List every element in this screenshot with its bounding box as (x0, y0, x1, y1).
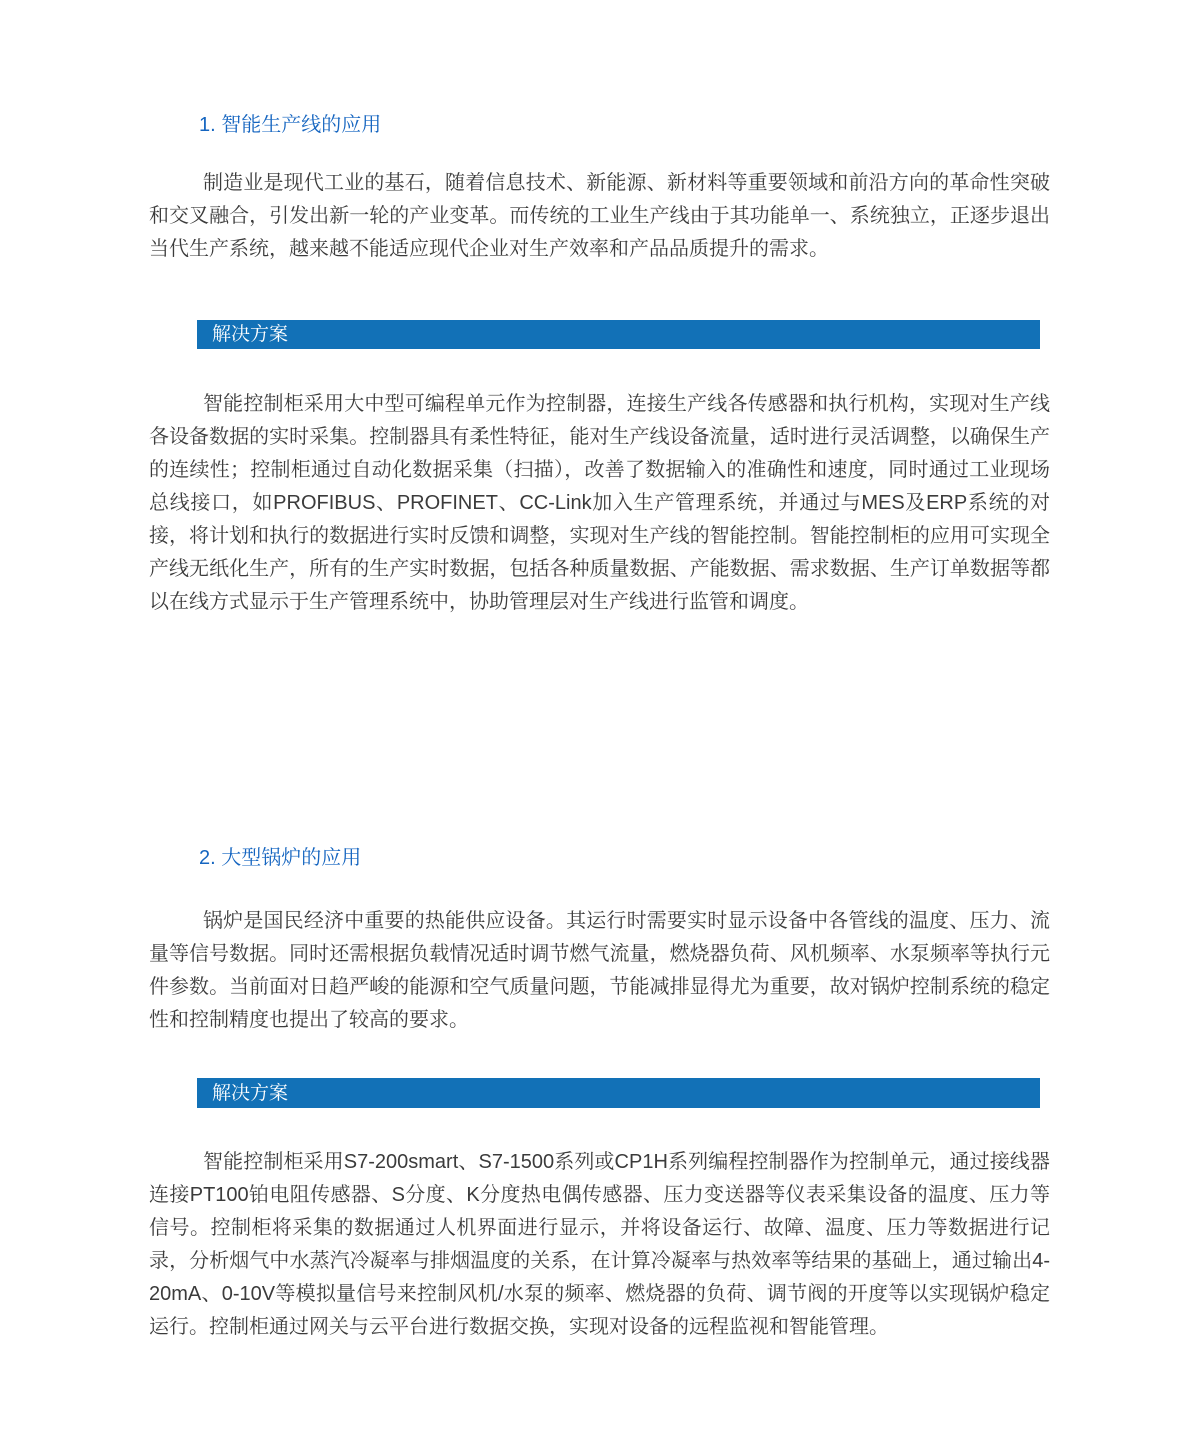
section-1-intro-paragraph: 制造业是现代工业的基石，随着信息技术、新能源、新材料等重要领域和前沿方向的革命性突破和交叉融合，引发出新一轮的产业变革。而传统的工业生产线由于其功能单一、系统独立，正逐步退出当代生产系统，越来越不能适应现代企业对生产效率和产品品质提升的需求。 (149, 172, 1050, 260)
section-1-solution-banner-label: 解决方案 (212, 324, 289, 345)
section-2-solution-banner-label: 解决方案 (212, 1082, 289, 1104)
section-1-solution-banner (197, 320, 1040, 349)
section-1-heading: 1. 智能生产线的应用 (199, 114, 382, 136)
section-1-solution-paragraph: 智能控制柜采用大中型可编程单元作为控制器，连接生产线各传感器和执行机构，实现对生产线各设备数据的实时采集。控制器具有柔性特征，能对生产线设备流量，适时进行灵活调整，以确保生产的连续性；控制柜通过自动化数据采集（扫描），改善了数据输入的准确性和速度，同时通过工业现场总线接口，如PROFIBUS、PROFINET、CC-Link加入生产管理系统，并通过与MES及ERP系统的对接，将计划和执行的数据进行实时反馈和调整，实现对生产线的智能控制。智能控制柜的应用可实现全产线无纸化生产，所有的生产实时数据，包括各种质量数据、产能数据、需求数据、生产订单数据等都以在线方式显示于生产管理系统中，协助管理层对生产线进行监管和调度。 (149, 393, 1050, 613)
section-2-solution-paragraph: 智能控制柜采用S7-200smart、S7-1500系列或CP1H系列编程控制器作为控制单元，通过接线器连接PT100铂电阻传感器、S分度、K分度热电偶传感器、压力变送器等仪表采集设备的温度、压力等信号。控制柜将采集的数据通过人机界面进行显示，并将设备运行、故障、温度、压力等数据进行记录，分析烟气中水蒸汽冷凝率与排烟温度的关系，在计算冷凝率与热效率等结果的基础上，通过输出4-20mA、0-10V等模拟量信号来控制风机/水泵的频率、燃烧器的负荷、调节阀的开度等以实现锅炉稳定运行。控制柜通过网关与云平台进行数据交换，实现对设备的远程监视和智能管理。 (149, 1151, 1050, 1338)
section-2-intro-paragraph: 锅炉是国民经济中重要的热能供应设备。其运行时需要实时显示设备中各管线的温度、压力、流量等信号数据。同时还需根据负载情况适时调节燃气流量，燃烧器负荷、风机频率、水泵频率等执行元件参数。当前面对日趋严峻的能源和空气质量问题，节能减排显得尤为重要，故对锅炉控制系统的稳定性和控制精度也提出了较高的要求。 (149, 910, 1050, 1031)
section-2-heading: 2. 大型锅炉的应用 (199, 847, 362, 869)
section-2-solution-banner (197, 1078, 1040, 1108)
